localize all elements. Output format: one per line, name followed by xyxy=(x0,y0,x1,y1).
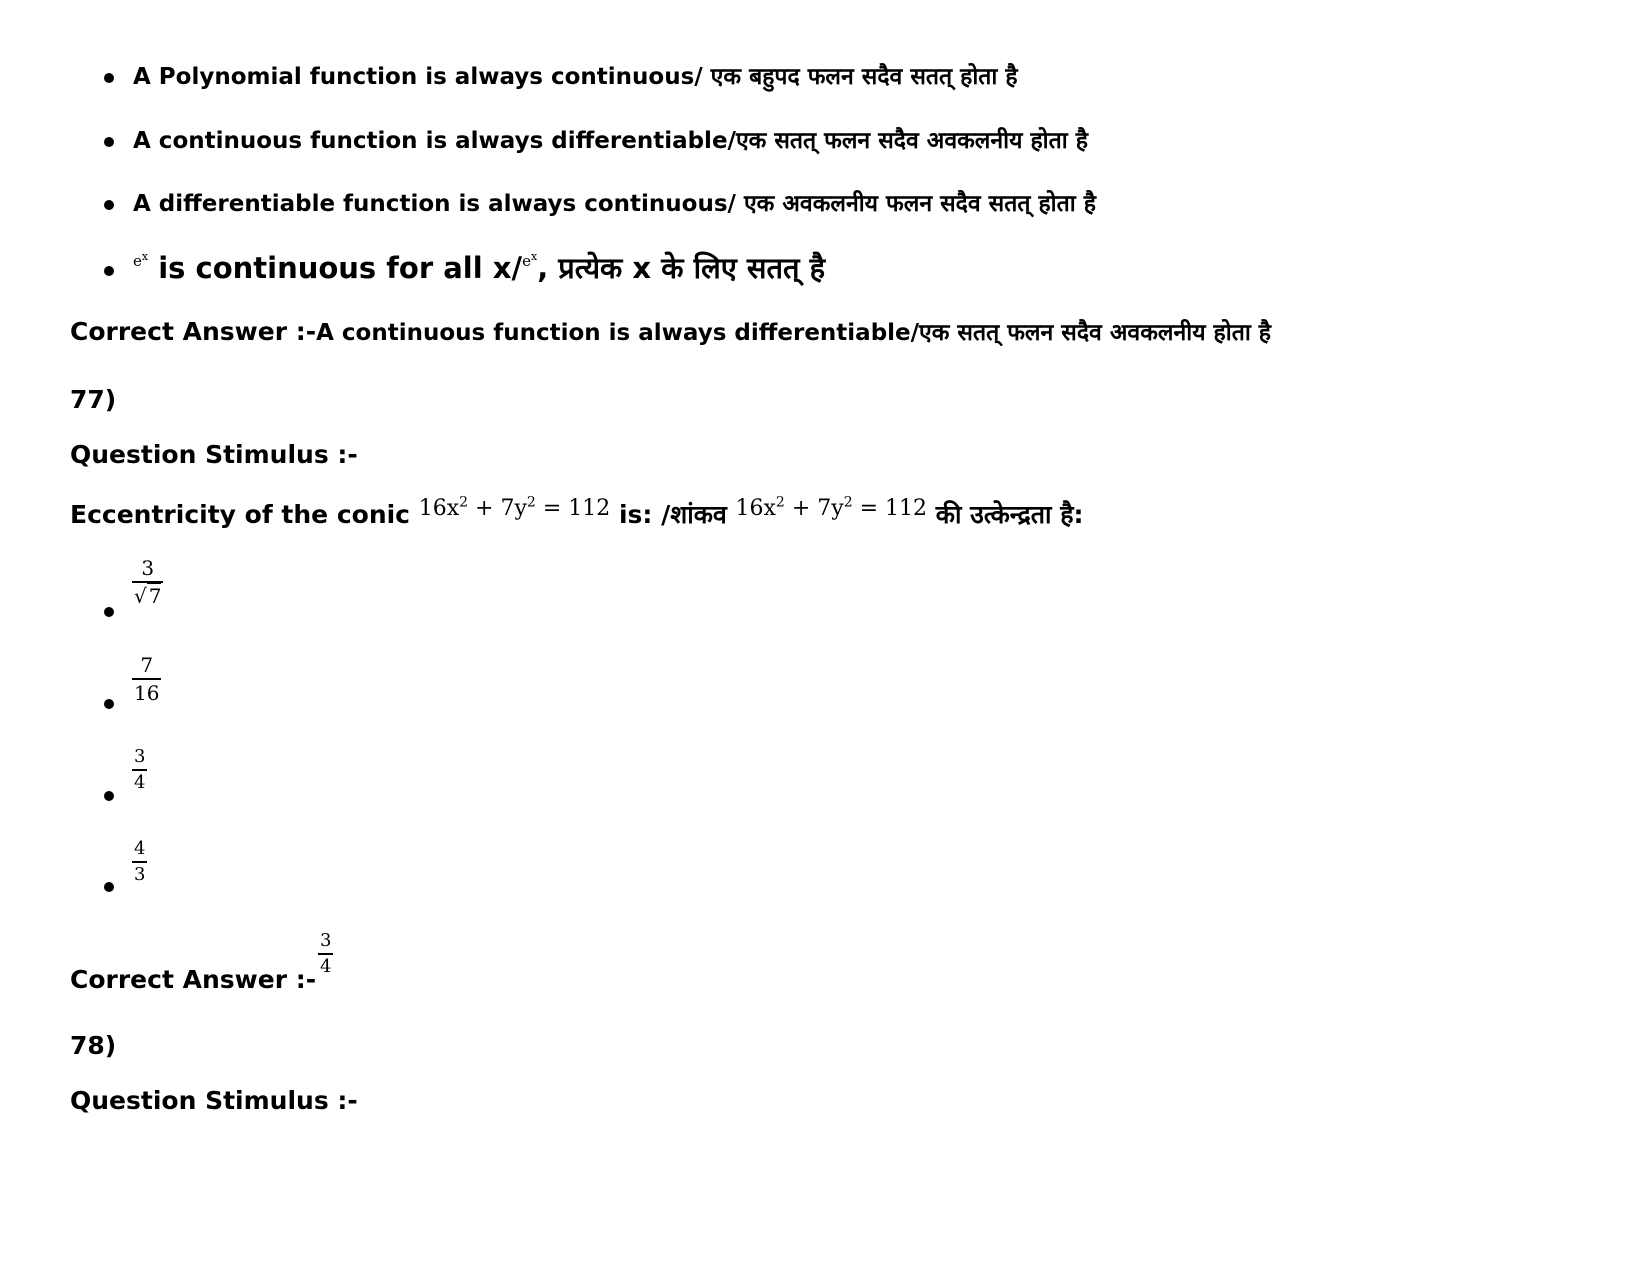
bullet xyxy=(104,200,114,210)
option-fraction: 7 16 xyxy=(134,653,160,705)
option-fraction: 3 4 xyxy=(134,746,146,793)
correct-answer-label: Correct Answer :- xyxy=(70,965,317,994)
question-number: 78) xyxy=(70,1031,117,1060)
correct-answer-prev: Correct Answer :-A continuous function is always differentiable/एक सतत् फलन सदैव अवकलनीय होता है xyxy=(70,317,1272,346)
bullet xyxy=(104,699,114,709)
question-stimulus-label: Question Stimulus :- xyxy=(70,440,358,469)
bullet xyxy=(104,882,114,892)
bullet xyxy=(104,266,114,276)
option-3: A differentiable function is always continuous/ एक अवकलनीय फलन सदैव सतत् होता है xyxy=(133,191,1096,217)
option-fraction: 3 √ 7 xyxy=(134,556,162,608)
equation: $16x^2 + 7y^2 = 112$ xyxy=(418,494,611,521)
option-1: A Polynomial function is always continuous/ एक बहुपद फलन सदैव सतत् होता है xyxy=(133,64,1018,90)
option-fraction: 4 3 xyxy=(134,838,146,885)
bullet xyxy=(104,791,114,801)
option-2: A continuous function is always differentiable/एक सतत् फलन सदैव अवकलनीय होता है xyxy=(133,128,1088,154)
option-4: $^{e^x}$ is continuous for all x/$^{e^x}$, प्रत्येक x के लिए सतत् है xyxy=(133,250,826,285)
bullet xyxy=(104,607,114,617)
equation: $16x^2 + 7y^2 = 112$ xyxy=(735,494,928,521)
math-e-power-x: ex xyxy=(133,250,149,270)
bullet xyxy=(104,73,114,83)
question-stimulus-label: Question Stimulus :- xyxy=(70,1086,358,1115)
math-e-power-x: ex xyxy=(522,250,538,270)
correct-answer-fraction: 3 4 xyxy=(320,930,332,977)
question-number: 77) xyxy=(70,385,117,414)
question-text: Eccentricity of the conic $16x^2 + 7y^2 = 112$ is: /शांकव $16x^2 + 7y^2 = 112$ की उत्केन्द्रता है: xyxy=(70,494,1084,529)
bullet xyxy=(104,137,114,147)
